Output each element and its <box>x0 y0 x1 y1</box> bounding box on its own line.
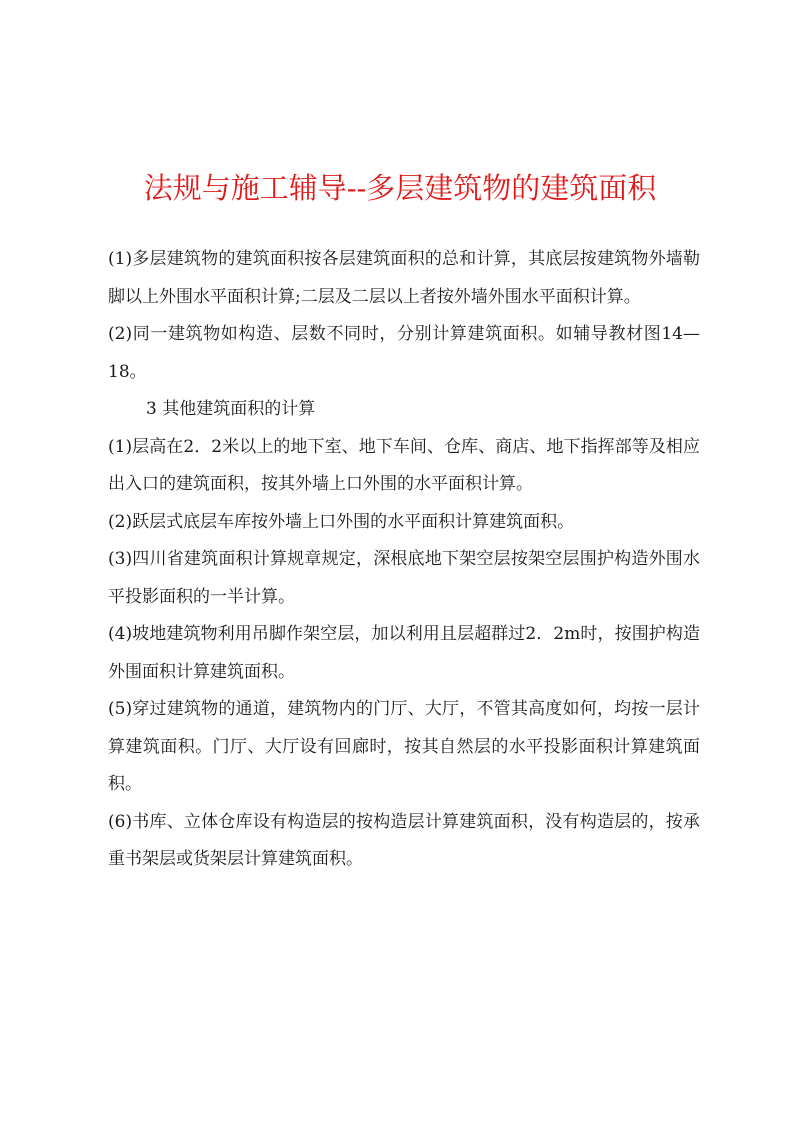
paragraph-3: (1)层高在2．2米以上的地下室、地下车间、仓库、商店、地下指挥部等及相应出入口的建筑面积，按其外墙上口外围的水平面积计算。 <box>108 436 700 494</box>
section-heading: 3 其他建筑面积的计算 <box>146 399 316 419</box>
paragraph-5: (3)四川省建筑面积计算规章规定，深根底地下架空层按架空层围护构造外围水平投影面积的一半计算。 <box>108 549 700 607</box>
paragraph-6: (4)坡地建筑物利用吊脚作架空层，加以利用且层超群过2．2m时，按围护构造外围面积计算建筑面积。 <box>108 624 700 682</box>
paragraph-8: (6)书库、立体仓库设有构造层的按构造层计算建筑面积，没有构造层的，按承重书架层或货架层计算建筑面积。 <box>108 811 700 869</box>
paragraph-4: (2)跃层式底层车库按外墙上口外围的水平面积计算建筑面积。 <box>108 511 575 532</box>
document-title: 法规与施工辅导--多层建筑物的建筑面积 <box>143 171 657 205</box>
paragraph-7: (5)穿过建筑物的通道，建筑物内的门厅、大厅，不管其高度如何，均按一层计算建筑面积。门厅、大厅设有回廊时，按其自然层的水平投影面积计算建筑面积。 <box>108 699 700 794</box>
document-body <box>108 241 700 879</box>
paragraph-1: (1)多层建筑物的建筑面积按各层建筑面积的总和计算，其底层按建筑物外墙勒脚以上外围水平面积计算;二层及二层以上者按外墙外围水平面积计算。 <box>108 249 700 307</box>
paragraph-2: (2)同一建筑物如构造、层数不同时，分别计算建筑面积。如辅导教材图14—18。 <box>108 324 700 382</box>
